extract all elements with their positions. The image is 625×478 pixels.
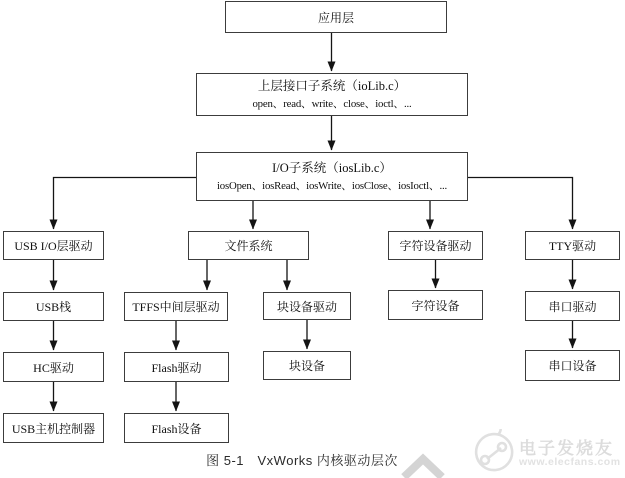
node-block-device: 块设备	[263, 351, 351, 380]
node-upper-interface-title: 上层接口子系统（ioLib.c）	[257, 79, 407, 94]
node-io-subsystem-functions: iosOpen、iosRead、iosWrite、iosClose、iosIoctl、...	[217, 179, 447, 192]
watermark-url-text: www.elecfans.com	[519, 456, 621, 468]
node-hc-driver: HC驱动	[3, 352, 104, 382]
node-flash-driver: Flash驱动	[124, 352, 229, 382]
node-serial-device: 串口设备	[525, 350, 620, 381]
watermark-brand-text: 电子发烧友	[519, 439, 614, 458]
node-flash-device: Flash设备	[124, 413, 229, 443]
node-block-device-driver: 块设备驱动	[263, 292, 351, 320]
node-upper-interface-functions: open、read、write、close、ioctl、...	[252, 97, 412, 110]
node-tty-driver: TTY驱动	[525, 231, 620, 260]
figure-caption: 图 5-1 VxWorks 内核驱动层次	[206, 453, 398, 468]
node-upper-interface-subsystem	[196, 73, 468, 116]
node-char-device: 字符设备	[388, 290, 483, 320]
node-usb-host-controller: USB主机控制器	[3, 413, 104, 443]
node-io-subsystem-title: I/O子系统（iosLib.c）	[272, 161, 392, 176]
node-tffs-middle-layer-driver: TFFS中间层驱动	[124, 292, 228, 321]
node-usb-io-layer-driver: USB I/O层驱动	[3, 231, 104, 260]
node-file-system: 文件系统	[188, 231, 309, 260]
node-char-device-driver: 字符设备驱动	[388, 231, 483, 260]
node-application-layer: 应用层	[225, 1, 447, 33]
node-serial-driver: 串口驱动	[525, 291, 620, 321]
node-io-subsystem	[196, 152, 468, 201]
node-usb-stack: USB栈	[3, 292, 104, 321]
